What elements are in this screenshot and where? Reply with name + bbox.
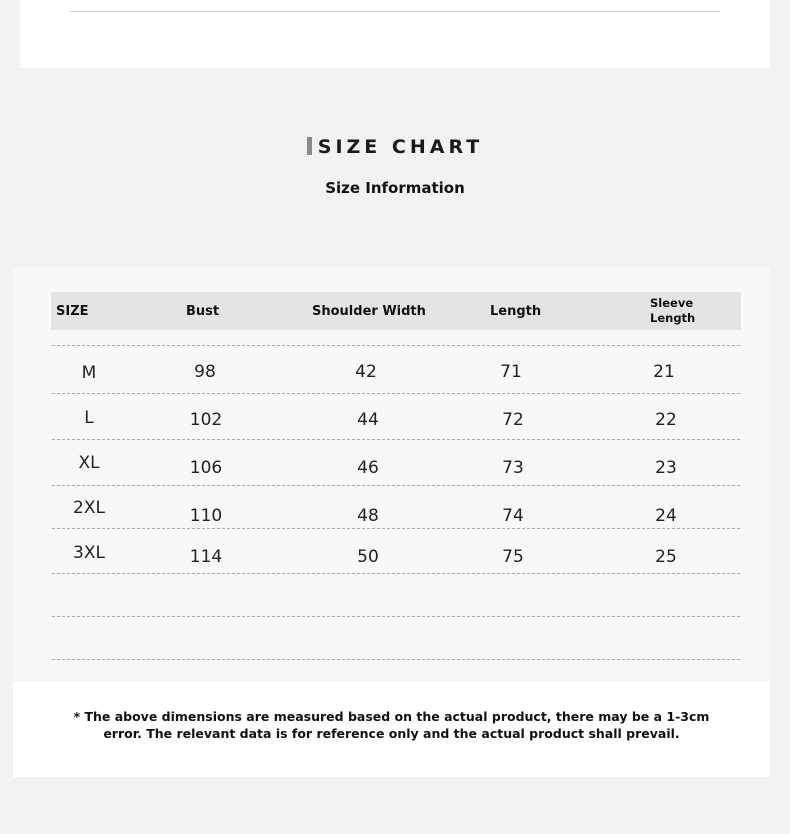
row-divider <box>52 393 740 394</box>
top-card <box>20 0 770 68</box>
cell-length: 75 <box>502 547 524 567</box>
cell-length: 73 <box>502 458 524 478</box>
cell-length: 72 <box>502 410 524 430</box>
cell-shoulder-width: 50 <box>357 547 379 567</box>
cell-bust: 106 <box>189 458 223 478</box>
row-divider <box>52 573 740 574</box>
header-bust: Bust <box>186 303 220 319</box>
section-title <box>0 136 790 158</box>
row-divider <box>52 616 740 617</box>
measurement-note: * The above dimensions are measured based on the actual product, there may be a 1-3cm error. The relevant data is for reference only and the actual product shall prevail. <box>73 709 710 741</box>
cell-bust: 114 <box>189 547 223 567</box>
title-accent-bar <box>307 137 312 155</box>
cell-sleeve-length: 24 <box>655 506 677 526</box>
header-sleeve-line2: Length <box>650 311 696 325</box>
header-shoulder-width: Shoulder Width <box>312 303 426 319</box>
cell-size: L <box>84 408 94 428</box>
divider <box>70 11 720 12</box>
cell-length: 71 <box>500 362 522 382</box>
cell-size: 2XL <box>73 498 105 518</box>
cell-bust: 98 <box>194 362 216 382</box>
header-sleeve-length <box>650 292 720 330</box>
table-header <box>51 292 741 330</box>
row-divider <box>52 528 740 529</box>
cell-size: XL <box>78 453 100 473</box>
row-divider <box>52 345 740 346</box>
section-subtitle: Size Information <box>325 179 465 197</box>
cell-sleeve-length: 25 <box>655 547 677 567</box>
header-length: Length <box>490 303 542 319</box>
cell-shoulder-width: 46 <box>357 458 379 478</box>
row-divider <box>52 659 740 660</box>
cell-sleeve-length: 22 <box>655 410 677 430</box>
cell-size: M <box>81 363 97 383</box>
cell-sleeve-length: 23 <box>655 458 677 478</box>
cell-sleeve-length: 21 <box>653 362 675 382</box>
cell-shoulder-width: 44 <box>357 410 379 430</box>
cell-length: 74 <box>502 506 524 526</box>
cell-size: 3XL <box>73 543 105 563</box>
cell-shoulder-width: 48 <box>357 506 379 526</box>
size-table <box>13 267 770 680</box>
header-sleeve-line1: Sleeve <box>650 296 694 310</box>
cell-bust: 102 <box>189 410 223 430</box>
cell-bust: 110 <box>189 506 223 526</box>
cell-shoulder-width: 42 <box>355 362 377 382</box>
header-size: SIZE <box>56 303 89 319</box>
section-title-text: SIZE CHART <box>317 136 484 158</box>
row-divider <box>52 439 740 440</box>
row-divider <box>52 485 740 486</box>
note-card <box>13 681 770 777</box>
